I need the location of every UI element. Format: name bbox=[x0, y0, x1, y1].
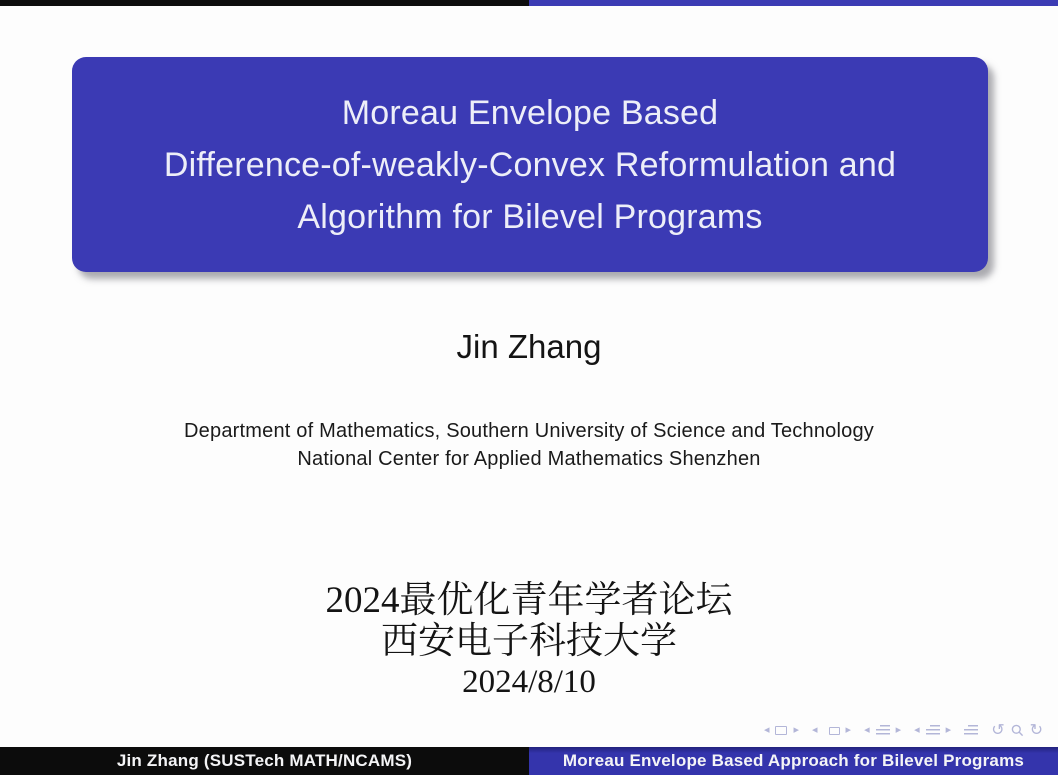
nav-next-subsection-icon[interactable]: ▸ bbox=[895, 723, 902, 736]
top-bar-blue-segment bbox=[529, 0, 1058, 6]
title-line-3: Algorithm for Bilevel Programs bbox=[297, 197, 763, 236]
footer-title-section bbox=[529, 747, 1058, 775]
nav-forward-icon[interactable]: ↻ bbox=[1029, 720, 1043, 739]
nav-back-icon[interactable]: ↺ bbox=[991, 720, 1005, 739]
footer-author-section bbox=[0, 747, 529, 775]
nav-frame-group bbox=[812, 725, 851, 736]
event-name: 2024最优化青年学者论坛 bbox=[325, 580, 733, 621]
nav-section-group bbox=[914, 725, 951, 736]
footer-bar bbox=[0, 747, 1058, 775]
footer-author-text: Jin Zhang (SUSTech MATH/NCAMS) bbox=[116, 751, 413, 770]
nav-subsection-lines-icon[interactable] bbox=[876, 725, 890, 736]
author-name: Jin Zhang bbox=[456, 328, 602, 365]
beamer-navigation-bar bbox=[764, 720, 1043, 740]
event-venue: 西安电子科技大学 bbox=[381, 621, 677, 662]
nav-appendix-group bbox=[964, 725, 978, 736]
nav-history-group bbox=[991, 722, 1043, 738]
title-line-2: Difference-of-weakly-Convex Reformulation and bbox=[163, 145, 897, 184]
nav-appendix-lines-icon[interactable] bbox=[964, 725, 978, 736]
nav-prev-subsection-icon[interactable]: ◂ bbox=[864, 723, 870, 736]
search-icon[interactable] bbox=[1011, 724, 1024, 737]
affiliation-line-1: Department of Mathematics, Southern University of Science and Technology bbox=[184, 420, 874, 442]
nav-section-lines-icon[interactable] bbox=[926, 725, 940, 736]
nav-subsection-group bbox=[864, 725, 901, 736]
nav-prev-slide-icon[interactable]: ◂ bbox=[763, 723, 770, 736]
nav-slide-group bbox=[764, 725, 799, 736]
nav-next-slide-icon[interactable]: ▸ bbox=[793, 723, 799, 736]
nav-prev-frame-icon[interactable]: ◂ bbox=[812, 723, 818, 736]
nav-next-section-icon[interactable]: ▸ bbox=[945, 723, 952, 736]
nav-next-frame-icon[interactable]: ▸ bbox=[845, 723, 852, 736]
footer-title-text: Moreau Envelope Based Approach for Bilevel Programs bbox=[562, 751, 1025, 770]
title-box bbox=[72, 57, 988, 272]
top-bar-black-segment bbox=[0, 0, 529, 6]
nav-frame-icon[interactable] bbox=[775, 726, 787, 735]
affiliation bbox=[0, 417, 1058, 473]
title-line-1: Moreau Envelope Based bbox=[341, 93, 719, 132]
top-edge-bar bbox=[0, 0, 1058, 6]
nav-prev-section-icon[interactable]: ◂ bbox=[914, 723, 920, 736]
nav-frame-stack-icon[interactable] bbox=[829, 727, 840, 735]
event-block bbox=[0, 580, 1058, 703]
event-date: 2024/8/10 bbox=[462, 664, 596, 700]
affiliation-line-2: National Center for Applied Mathematics Shenzhen bbox=[297, 448, 761, 470]
